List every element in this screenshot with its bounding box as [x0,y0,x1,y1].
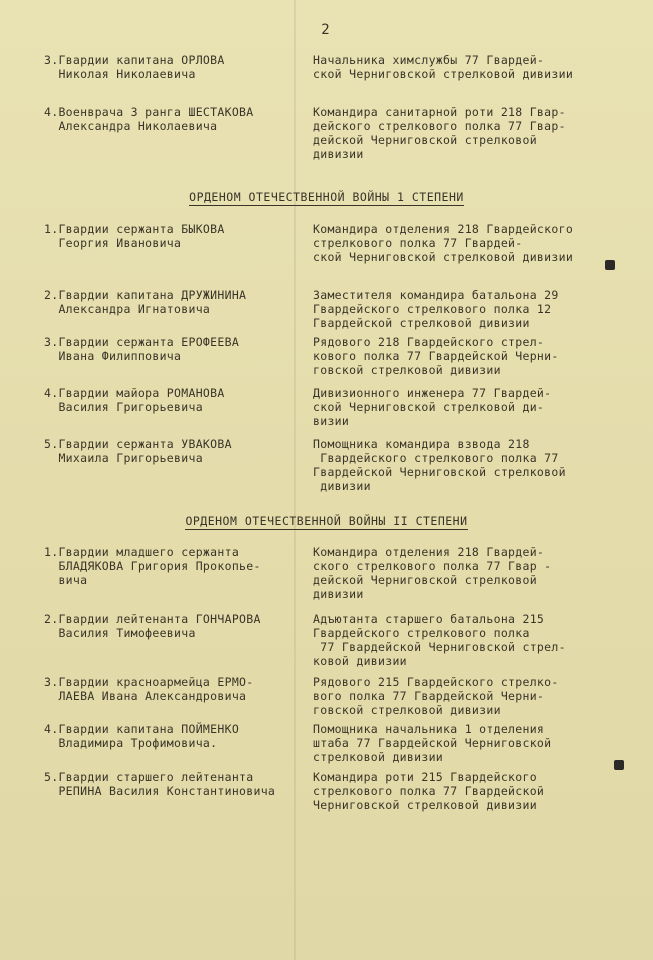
recipient-position: Дивизионного инженера 77 Гвардей- ской Черниговской стрелковой ди- визии [313,386,552,428]
section-heading [0,514,653,528]
recipient-position: Начальника химслужбы 77 Гвардей- ской Черниговской стрелковой дивизии [313,53,574,81]
recipient-name: 4.Гвардии майора РОМАНОВА Василия Григорьевича [44,386,225,414]
recipient-name: 5.Гвардии сержанта УВАКОВА Михаила Григорьевича [44,437,232,465]
recipient-position: Рядового 215 Гвардейского стрелко- вого полка 77 Гвардейской Черни- говской стрелковой дивизии [313,675,559,717]
recipient-position: Адъютанта старшего батальона 215 Гвардейского стрелкового полка 77 Гвардейской Черниговской стрел- ковой дивизии [313,612,566,668]
recipient-name: 2.Гвардии капитана ДРУЖИНИНА Александра Игнатовича [44,288,247,316]
recipient-position: Командира отделения 218 Гвардей- ского стрелкового полка 77 Гвар - дейской Черниговской стрелковой дивизии [313,545,552,601]
recipient-name: 1.Гвардии младшего сержанта БЛАДЯКОВА Григория Прокопье- вича [44,545,261,587]
recipient-name: 4.Гвардии капитана ПОЙМЕНКО Владимира Трофимовича. [44,722,240,750]
recipient-name: 3.Гвардии сержанта ЕРОФЕЕВА Ивана Филипповича [44,335,240,363]
section-title: ОРДЕНОМ ОТЕЧЕСТВЕННОЙ ВОЙНЫ 1 СТЕПЕНИ [189,190,464,204]
page-number: 2 [321,22,332,38]
recipient-position: Заместителя командира батальона 29 Гвардейского стрелкового полка 12 Гвардейской стрелковой дивизии [313,288,559,330]
recipient-position: Командира отделения 218 Гвардейского стрелкового полка 77 Гвардей- ской Черниговской стрелковой дивизии [313,222,574,264]
recipient-position: Помощника начальника 1 отделения штаба 77 Гвардейской Черниговской стрелковой дивизии [313,722,552,764]
recipient-position: Командира роти 215 Гвардейского стрелкового полка 77 Гвардейской Черниговской стрелковой дивизии [313,770,545,812]
recipient-name: 5.Гвардии старшего лейтенанта РЕПИНА Василия Константиновича [44,770,276,798]
section-title: ОРДЕНОМ ОТЕЧЕСТВЕННОЙ ВОЙНЫ II СТЕПЕНИ [185,514,468,528]
recipient-position: Помощника командира взвода 218 Гвардейского стрелкового полка 77 Гвардейской Черниговской стрелковой дивизии [313,437,566,493]
section-heading [0,190,653,204]
page-fold [294,0,296,960]
recipient-position: Командира санитарной роти 218 Гвар- дейского стрелкового полка 77 Гвар- дейской Черниговской стрелковой дивизии [313,105,566,161]
recipient-name: 2.Гвардии лейтенанта ГОНЧАРОВА Василия Тимофеевича [44,612,261,640]
recipient-name: 1.Гвардии сержанта БЫКОВА Георгия Ивановича [44,222,225,250]
recipient-position: Рядового 218 Гвардейского стрел- кового полка 77 Гвардейской Черни- говской стрелковой дивизии [313,335,559,377]
recipient-name: 3.Гвардии капитана ОРЛОВА Николая Николаевича [44,53,225,81]
recipient-name: 3.Гвардии красноармейца ЕРМО- ЛАЕВА Ивана Александровича [44,675,254,703]
recipient-name: 4.Военврача 3 ранга ШЕСТАКОВА Александра Николаевича [44,105,254,133]
